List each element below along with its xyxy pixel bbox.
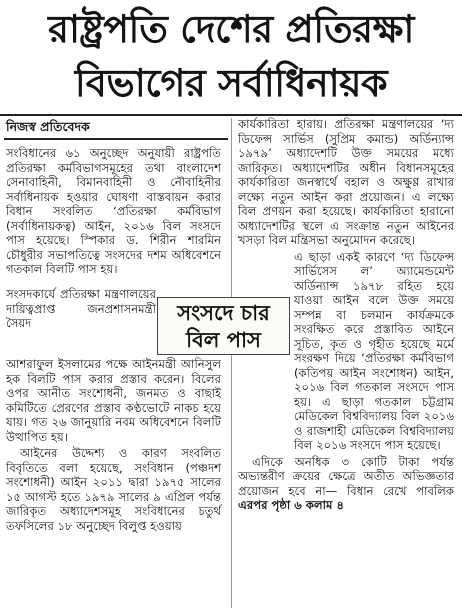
byline-rule	[4, 138, 228, 140]
right-paragraph-3	[238, 455, 454, 513]
pull-quote-line-1: সংসদে চার	[177, 301, 270, 325]
headline-rule	[0, 114, 462, 116]
continuation-note: এরপর পৃষ্ঠা ৬ কলাম ৪	[238, 498, 344, 512]
headline-line-1: রাষ্ট্রপতি দেশের প্রতিরক্ষা	[48, 7, 414, 51]
left-paragraph-1: সংবিধানের ৬১ অনুচ্ছেদ অনুযায়ী রাষ্ট্রপতি প্রতিরক্ষা কর্মবিভাগসমূহের তথা বাংলাদেশ সেনাবাহিনী, বিমানবাহিনী ও নৌবাহিনীর সর্বাধিনায়ক হওয়ার ঘোষণা বাস্তবায়ন করার বিধান সংবলিত ‘প্রতিরক্ষা কর্মবিভাগ (সর্বাধিনায়কত্ব) আইন, ২০১৬ বিল সংসদে পাস হয়েছে। স্পিকার ড. শিরীন শারমিন চৌধুরীর সভাপতিত্বে সংসদের দশম অধিবেশনে গতকাল বিলটি পাস হয়।	[6, 146, 221, 276]
byline: নিজস্ব প্রতিবেদক	[6, 119, 90, 134]
right-paragraph-3-text: এদিকে অনধিক ৩ কোটি টাকা পর্যন্ত অভ্যন্তরীণ ক্রয়ের ক্ষেত্রে অতীত অভিজ্ঞতার প্রয়োজন হবে না— বিধান রেখে পাবলিক	[238, 454, 454, 498]
left-column-bottom	[6, 357, 221, 533]
left-paragraph-2a: সংসদকার্যে প্রতিরক্ষা মন্ত্রণালয়ের দায়িত্বপ্রাপ্ত জনপ্রশাসনমন্ত্রী সৈয়দ	[6, 287, 156, 330]
column-divider	[231, 118, 232, 608]
headline-line-2: বিভাগের সর্বাধিনায়ক	[74, 61, 388, 105]
pull-quote-box	[157, 297, 290, 355]
headline	[0, 2, 462, 110]
left-column-top	[6, 146, 221, 277]
right-paragraph-1: কার্যকারিতা হারায়। প্রতিরক্ষা মন্ত্রণালয়ের ‘দ্য ডিফেন্স সার্ভিস (সুপ্রিম কমান্ড) অর্ডিন্যান্স ১৯৭৯’ অধ্যাদেশটি উক্ত সময়ের মধ্যে জারিকৃত। অধ্যাদেশটির অধীন বিধানসমূহের কার্যকারিতা জনস্বার্থে বহাল ও অক্ষুণ্ণ রাখার লক্ষ্যে নতুন আইন করা প্রয়োজন। এ লক্ষ্যে বিল প্রণয়ন করা হয়েছে। কার্যকারিতা হারানো অধ্যাদেশটির স্থলে এ সংক্রান্ত নতুন আইনের খসড়া বিল মন্ত্রিসভা অনুমোদন করেছে।	[238, 117, 454, 247]
pull-quote-line-2: বিল পাস	[186, 328, 261, 352]
right-paragraph-2: এ ছাড়া একই কারণে ‘দ্য ডিফেন্স সার্ভিসেস ল’ অ্যামেন্ডমেন্ট অর্ডিন্যান্স ১৯৭৮ রহিত হয়ে যাওয়া আইন বলে উক্ত সময়ে সম্পন্ন বা চলমান কার্যক্রমকে সংরক্ষিত করে প্রস্তাবিত আইনে সূচিত, কৃত ও গৃহীত হয়েছে মর্মে সংরক্ষণ দিয়ে ‘প্রতিরক্ষা কর্মবিভাগ (কতিপয় আইন সংশোধন) আইন, ২০১৬ বিল গতকাল সংসদে পাস হয়। এ ছাড়া গতকাল চট্টগ্রাম মেডিকেল বিশ্ববিদ্যালয় বিল ২০১৬ ও রাজশাহী মেডিকেল বিশ্ববিদ্যালয় বিল ২০১৬ সংসদে পাস হয়েছে।	[294, 249, 454, 452]
left-column-mid	[6, 287, 156, 331]
left-paragraph-3: আইনের উদ্দেশ্য ও কারণ সংবলিত বিবৃতিতে বলা হয়েছে, সংবিধান (পঞ্চদশ সংশোধনী) আইন ২০১১ দ্বারা ১৯৭৫ সালের ১৫ আগস্ট হতে ১৯৭৯ সালের ৯ এপ্রিল পর্যন্ত জারিকৃত অধ্যাদেশসমূহ সংবিধানের চতুর্থ তফসিলের ১৮ অনুচ্ছেদ বিলুপ্ত হওয়ায়	[6, 446, 221, 533]
left-paragraph-2b: আশরাফুল ইসলামের পক্ষে আইনমন্ত্রী আনিসুল হক বিলটি পাস করার প্রস্তাব করেন। বিলের ওপর আনীত সংশোধনী, জনমত ও বাছাই কমিটিতে প্রেরণের প্রস্তাব কণ্ঠভোটে নাকচ হয়ে যায়। গত ২৬ জানুয়ারি নবম অধিবেশনে বিলটি উত্থাপিত হয়।	[6, 357, 221, 444]
